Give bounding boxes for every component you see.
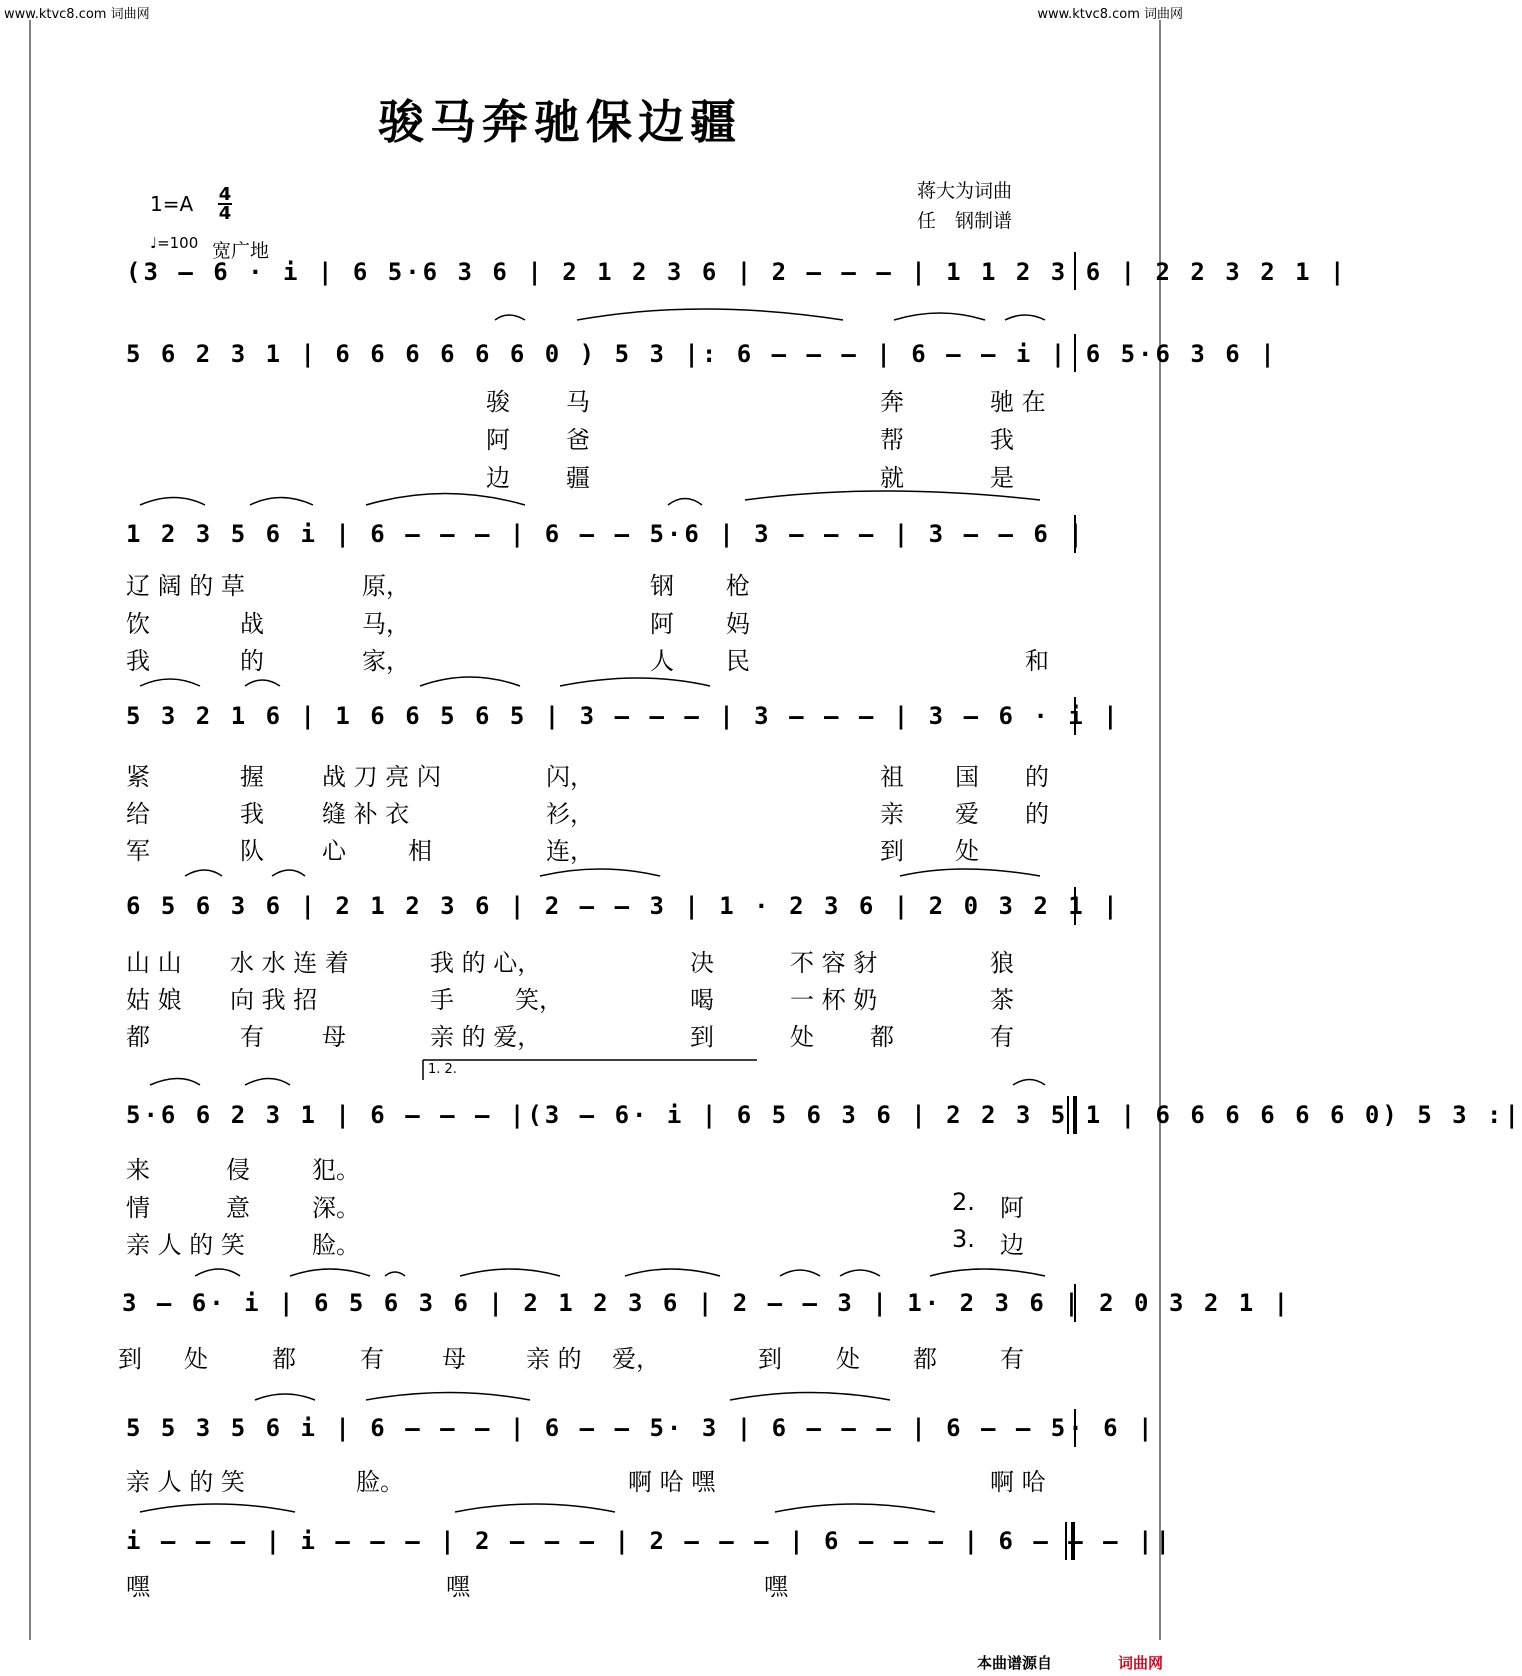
lyric: 相 — [408, 837, 432, 865]
lyric: 亲 — [880, 800, 904, 828]
footer-site[interactable]: 词曲网 — [1118, 1654, 1164, 1672]
lyric: 亲 人 的 笑 — [126, 1468, 245, 1496]
lyric: 马 — [566, 388, 590, 416]
lyric: 疆 — [566, 464, 590, 492]
lyric: 亲 的 — [526, 1345, 582, 1373]
lyric: 水 水 连 着 — [230, 949, 349, 977]
lyric: 都 — [913, 1345, 937, 1373]
lyric: 来 — [126, 1156, 150, 1184]
lyric: 到 — [118, 1345, 142, 1373]
lyric: 闪， — [546, 763, 594, 791]
lyric: 姑 娘 — [126, 986, 182, 1014]
lyric: 枪 — [726, 572, 750, 600]
lyric: 啊 哈 — [990, 1468, 1046, 1496]
notation-line-7: 3 – 6· i | 6 5 6 3 6 | 2 1 2 3 6 | 2 – – 3 | 1· 2 3 6 | 2 0 3 2 1 | — [122, 1289, 1292, 1317]
lyric: 都 — [870, 1023, 894, 1051]
lyric: 有 — [360, 1345, 384, 1373]
lyric: 妈 — [726, 610, 750, 638]
lyric: 缝 补 衣 — [322, 800, 410, 828]
lyric: 战 刀 亮 闪 — [322, 763, 441, 791]
volta-label: 1. 2. — [428, 1062, 457, 1077]
lyric: 边 — [1000, 1231, 1024, 1259]
lyric: 脸。 — [312, 1231, 360, 1259]
lyric: 马， — [362, 610, 410, 638]
notation-line-4: 5 3 2 1 6 | 1 6 6 5 6 5 | 3 – – – | 3 – – – | 3 – 6 · i | — [126, 702, 1121, 730]
lyric: 边 — [486, 464, 510, 492]
lyric: 山 山 — [126, 949, 182, 977]
lyric: 是 — [990, 464, 1014, 492]
lyric: 母 — [442, 1345, 466, 1373]
lyric: 2. — [952, 1188, 975, 1216]
lyric: 有 — [990, 1023, 1014, 1051]
notation-line-6: 5·6 6 2 3 1 | 6 – – – |(3 – 6· i | 6 5 6 3 6 | 2 2 3 5 1 | 6 6 6 6 6 6 0) 5 3 :| — [126, 1101, 1522, 1129]
lyric: 3. — [952, 1225, 975, 1253]
lyric: 处 — [836, 1345, 860, 1373]
lyric: 阿 — [1000, 1194, 1024, 1222]
lyric: 饮 — [126, 610, 150, 638]
lyric: 辽 阔 的 草 — [126, 572, 245, 600]
lyric: 向 我 招 — [230, 986, 318, 1014]
lyric: 和 — [1025, 647, 1049, 675]
credit-arranger: 任 钢制谱 — [917, 210, 1013, 232]
lyric: 我 — [990, 426, 1014, 454]
lyric: 不 容 豺 — [790, 949, 878, 977]
watermark-left: www.ktvc8.com 词曲网 — [4, 7, 150, 22]
lyric: 母 — [322, 1023, 346, 1051]
lyric: 祖 — [880, 763, 904, 791]
lyric: 茶 — [990, 986, 1014, 1014]
lyric: 决 — [690, 949, 714, 977]
lyric: 处 — [184, 1345, 208, 1373]
notation-line-8: 5 5 3 5 6 i | 6 – – – | 6 – – 5· 3 | 6 – – – | 6 – – 5· 6 | — [126, 1414, 1156, 1442]
lyric: 狼 — [990, 949, 1014, 977]
lyric: 情 — [126, 1194, 150, 1222]
lyric: 战 — [240, 610, 264, 638]
lyric: 原， — [362, 572, 410, 600]
expression-mark: 宽广地 — [212, 240, 270, 262]
lyric: 军 — [126, 837, 150, 865]
lyric: 给 — [126, 800, 150, 828]
tempo-mark: ♩=100 — [150, 234, 199, 252]
lyric: 有 — [1000, 1345, 1024, 1373]
key-signature: 1=A — [150, 192, 194, 216]
lyric: 到 — [758, 1345, 782, 1373]
notation-line-1: (3 – 6 · i | 6 5·6 3 6 | 2 1 2 3 6 | 2 – – – | 1 1 2 3 6 | 2 2 3 2 1 | — [126, 258, 1348, 286]
lyric: 犯。 — [312, 1156, 360, 1184]
lyric: 的 — [1025, 800, 1049, 828]
lyric: 处 — [955, 837, 979, 865]
lyric: 帮 — [880, 426, 904, 454]
lyric: 握 — [240, 763, 264, 791]
lyric: 我 — [240, 800, 264, 828]
lyric: 爱 — [955, 800, 979, 828]
lyric: 我 的 心， — [430, 949, 542, 977]
lyric: 亲 的 爱， — [430, 1023, 542, 1051]
lyric: 意 — [226, 1194, 250, 1222]
time-signature-bottom: 4 — [218, 203, 232, 224]
lyric: 到 — [690, 1023, 714, 1051]
lyric: 深。 — [312, 1194, 360, 1222]
lyric: 奔 — [880, 388, 904, 416]
lyric: 钢 — [650, 572, 674, 600]
lyric: 连， — [546, 837, 594, 865]
lyric: 一 杯 奶 — [790, 986, 878, 1014]
lyric: 都 — [126, 1023, 150, 1051]
notation-line-9: i – – – | i – – – | 2 – – – | 2 – – – | 6 – – – | 6 – – – || — [126, 1527, 1173, 1555]
lyric: 队 — [240, 837, 264, 865]
notation-line-2: 5 6 2 3 1 | 6 6 6 6 6 6 0 ) 5 3 |: 6 – – – | 6 – – i | 6 5·6 3 6 | — [126, 340, 1278, 368]
lyric: 脸。 — [356, 1468, 404, 1496]
lyric: 人 — [650, 647, 674, 675]
credit-composer: 蒋大为词曲 — [917, 180, 1013, 202]
lyric: 家， — [362, 647, 410, 675]
lyric: 的 — [1025, 763, 1049, 791]
lyric: 爱， — [612, 1345, 660, 1373]
lyric: 到 — [880, 837, 904, 865]
lyric: 嘿 — [446, 1573, 470, 1601]
lyric: 阿 — [486, 426, 510, 454]
footer-source: 本曲谱源自 — [977, 1654, 1053, 1672]
lyric: 阿 — [650, 610, 674, 638]
time-signature — [218, 186, 232, 222]
lyric: 嘿 — [764, 1573, 788, 1601]
lyric: 我 — [126, 647, 150, 675]
time-signature-top: 4 — [218, 184, 232, 205]
lyric: 骏 — [486, 388, 510, 416]
lyric: 笑， — [515, 986, 563, 1014]
notation-line-3: 1 2 3 5 6 i | 6 – – – | 6 – – 5·6 | 3 – – – | 3 – – 6 | — [126, 520, 1086, 548]
lyric: 民 — [726, 647, 750, 675]
lyric: 的 — [240, 647, 264, 675]
lyric: 就 — [880, 464, 904, 492]
notation-line-5: 6 5 6 3 6 | 2 1 2 3 6 | 2 – – 3 | 1 · 2 3 6 | 2 0 3 2 1 | — [126, 892, 1121, 920]
lyric: 喝 — [690, 986, 714, 1014]
lyric: 啊 哈 嘿 — [628, 1468, 716, 1496]
lyric: 衫， — [546, 800, 594, 828]
watermark-right: www.ktvc8.com 词曲网 — [1037, 7, 1183, 22]
lyric: 国 — [955, 763, 979, 791]
lyric: 侵 — [226, 1156, 250, 1184]
lyric: 爸 — [566, 426, 590, 454]
lyric: 手 — [430, 986, 454, 1014]
lyric: 亲 人 的 笑 — [126, 1231, 245, 1259]
lyric: 心 — [322, 837, 346, 865]
lyric: 紧 — [126, 763, 150, 791]
song-title: 骏马奔驰保边疆 — [378, 95, 742, 149]
lyric: 嘿 — [126, 1573, 150, 1601]
lyric: 有 — [240, 1023, 264, 1051]
lyric: 驰 在 — [990, 388, 1046, 416]
lyric: 都 — [272, 1345, 296, 1373]
lyric: 处 — [790, 1023, 814, 1051]
